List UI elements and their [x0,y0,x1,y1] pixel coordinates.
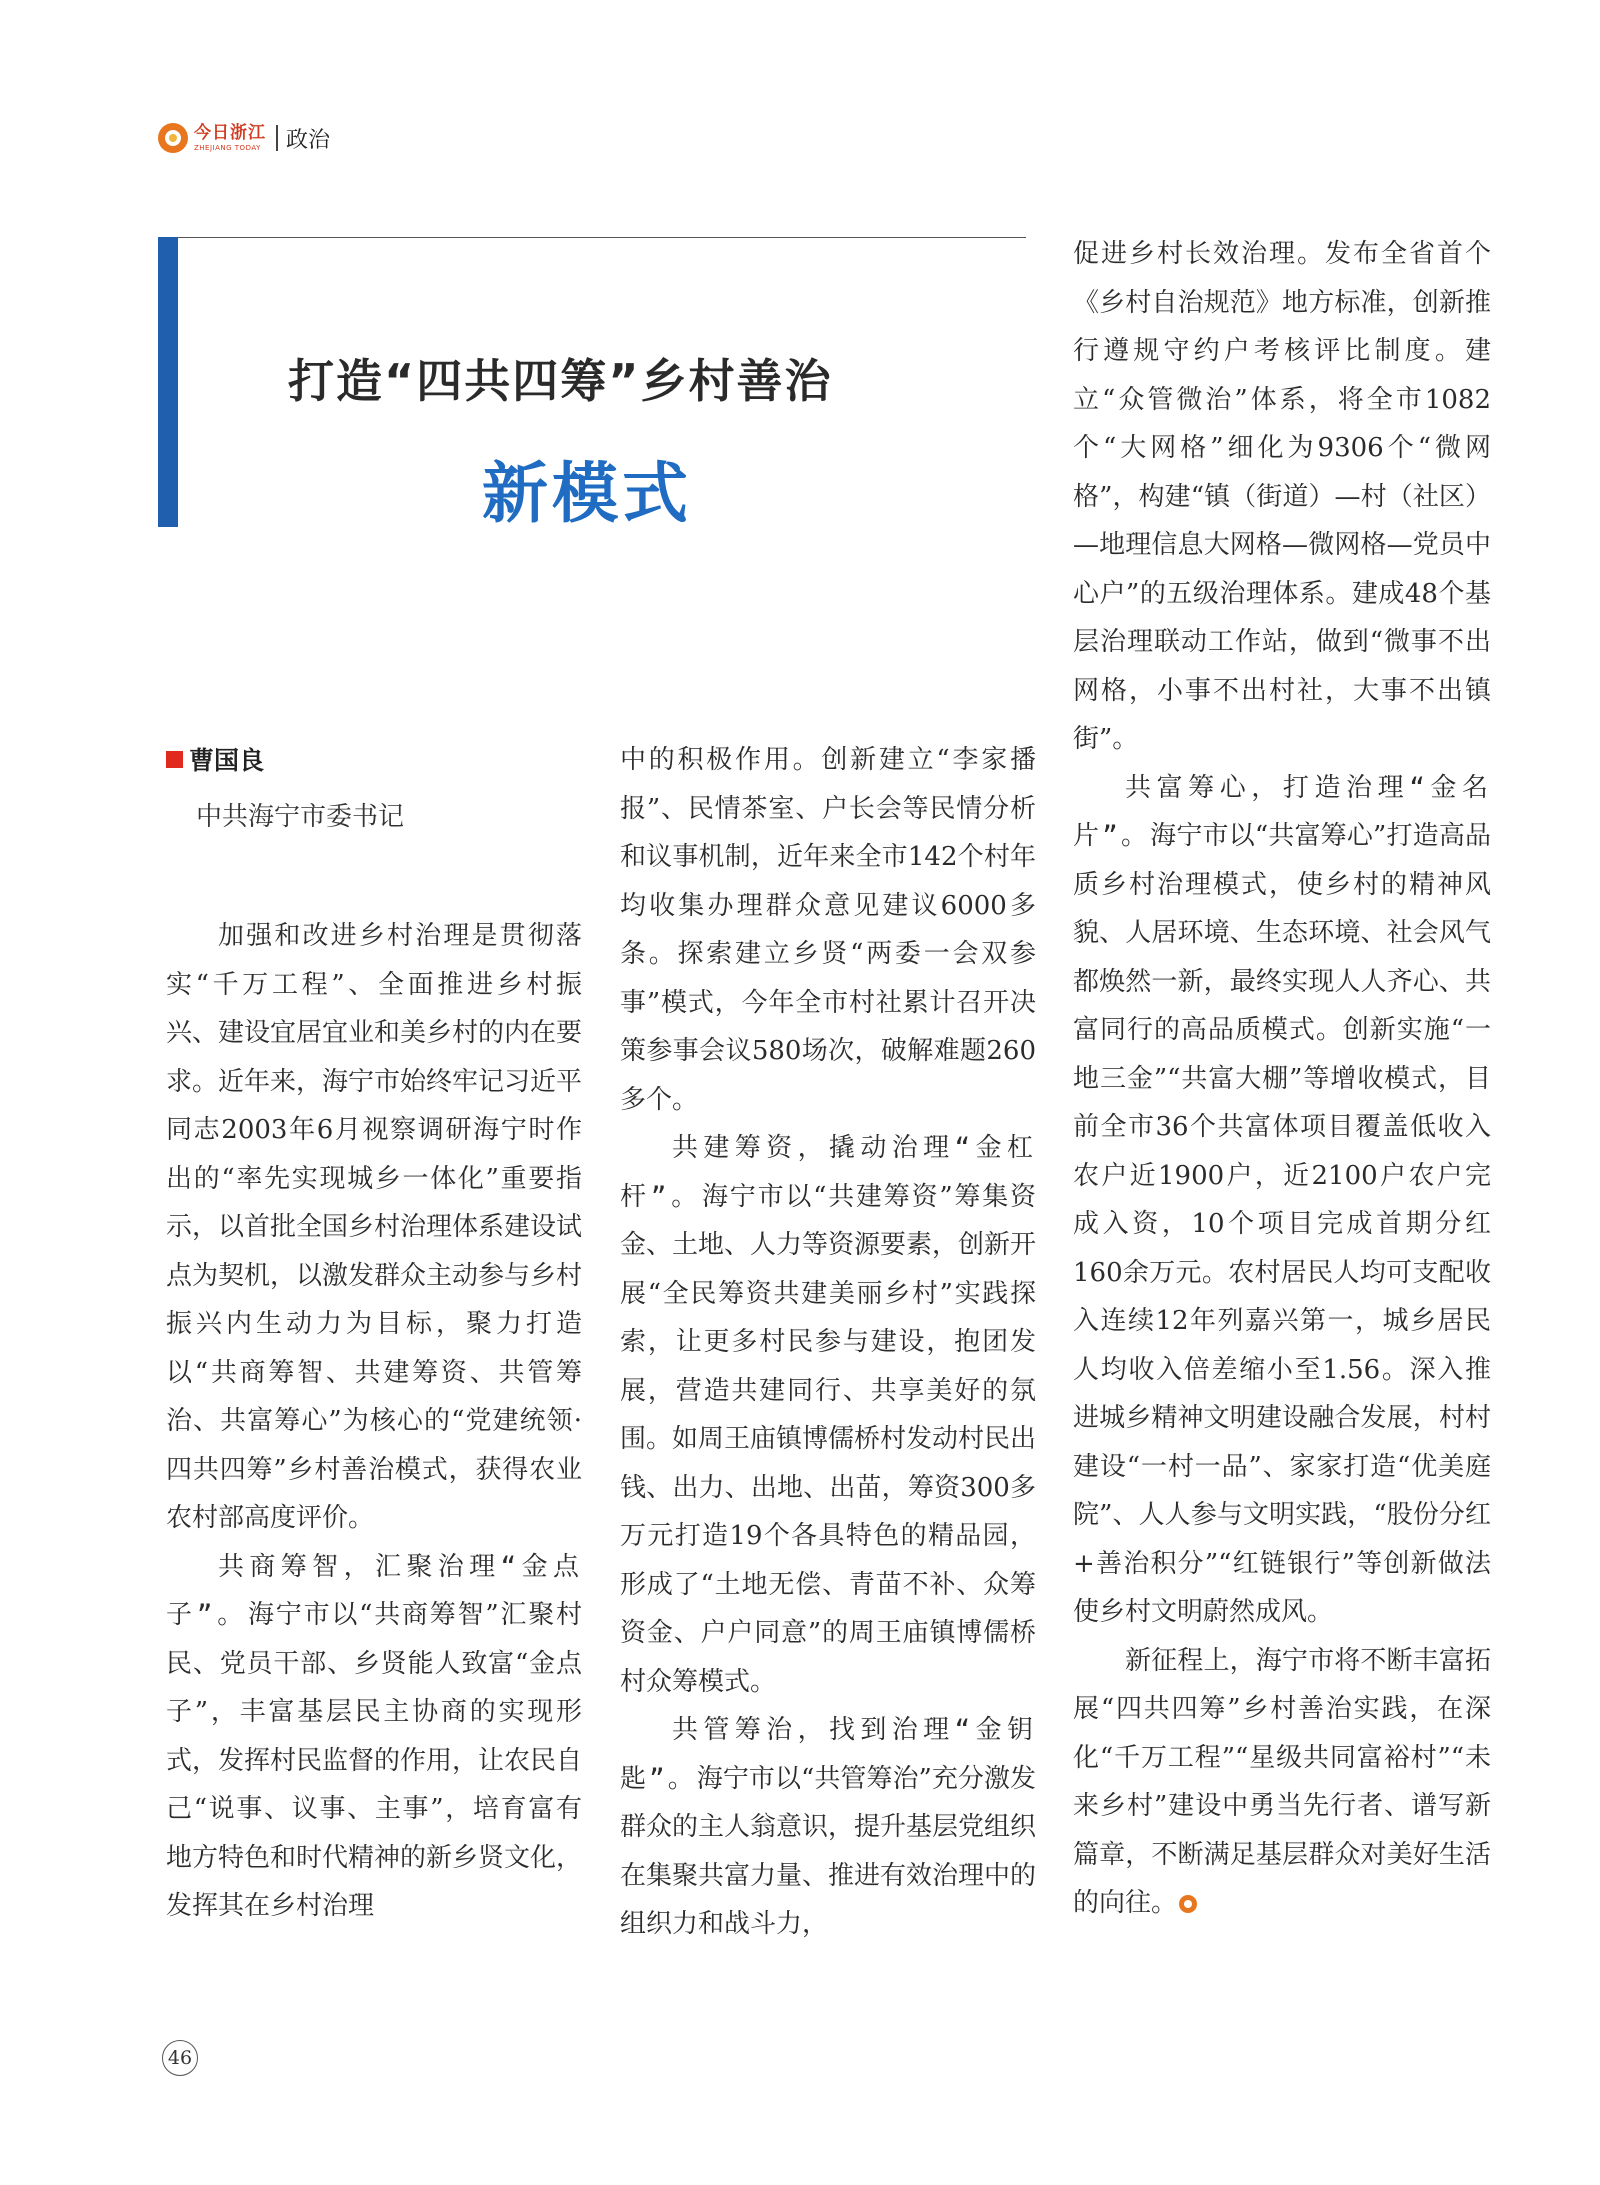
logo-icon [158,123,188,153]
title-line-1: 打造“四共四筹”乡村善治 [288,354,833,408]
logo-en: ZHEJIANG TODAY [194,143,261,152]
paragraph-gongguan-body: 海宁市以“共管筹治”充分激发群众的主人翁意识，提升基层党组织在集聚共富力量、推进有效治理中的组织力和战斗力， [620,1763,1037,1939]
paragraph-intro: 加强和改进乡村治理是贯彻落实“千万工程”、全面推进乡村振兴、建设宜居宜业和美乡村的内在要求。近年来，海宁市始终牢记习近平同志2003年6月视察调研海宁时作出的“率先实现城乡一体化”重要指示，以首批全国乡村治理体系建设试点为契机，以激发群众主动参与乡村振兴内生动力为目标，聚力打造以“共商筹智、共建筹资、共管筹治、共富筹心”为核心的“党建统领·四共四筹”乡村善治模式，获得农业农村部高度评价。 [166,921,583,1533]
paragraph-gongshang-continued: 中的积极作用。创新建立“李家播报”、民情茶室、户长会等民情分析和议事机制，近年来全市142个村年均收集办理群众意见建议6000多条。探索建立乡贤“两委一会双参事”模式，今年全市村社累计召开决策参事会议580场次，破解难题260多个。 [620,745,1036,1115]
title-line-2: 新模式 [482,455,692,532]
paragraph-gongguan-continued: 促进乡村长效治理。发布全省首个《乡村自治规范》地方标准，创新推行遵规守约户考核评比制度。建立“众管微治”体系，将全市1082个“大网格”细化为9306个“微网格”，构建“镇（街道）—村（社区）—地理信息大网格—微网格—党员中心户”的五级治理体系。建成48个基层治理联动工作站，做到“微事不出网格，小事不出村社，大事不出镇街”。 [1073,239,1491,754]
paragraph-conclusion-text: 新征程上，海宁市将不断丰富拓展“四共四筹”乡村善治实践，在深化“千万工程”“星级共同富裕村”“未来乡村”建设中勇当先行者、谱写新篇章，不断满足基层群众对美好生活的向往。 [1073,1645,1491,1918]
paragraph-gongshang [166,1543,582,1931]
paragraph-conclusion [1073,1637,1491,1928]
logo [194,122,266,152]
paragraph-gongfu [1073,764,1491,1637]
paragraph-gongshang-body: 海宁市以“共商筹智”汇聚村民、党员干部、乡贤能人致富“金点子”，丰富基层民主协商的实现形式，发挥村民监督的作用，让农民自己“说事、议事、主事”，培育富有地方特色和时代精神的新乡贤文化，发挥其在乡村治理 [166,1600,583,1921]
author-byline [166,742,264,776]
author-marker-icon [166,751,183,768]
top-rule [158,237,1026,238]
article-column-2 [620,736,1036,1949]
subheading-gongguan: 共管筹治，找到治理“金钥匙”。 [620,1715,1036,1794]
subheading-gongfu: 共富筹心，打造治理“金名片”。 [1073,772,1491,851]
masthead [158,118,330,158]
paragraph-gongjian-body: 海宁市以“共建筹资”筹集资金、土地、人力等资源要素，创新开展“全民筹资共建美丽乡村”实践探索，让更多村民参与建设，抱团发展，营造共建同行、共享美好的氛围。如周王庙镇博儒桥村发动村民出钱、出力、出地、出苗，筹资300多万元打造19个各具特色的精品园，形成了“土地无偿、青苗不补、众筹资金、户户同意”的周王庙镇博儒桥村众筹模式。 [620,1181,1037,1697]
paragraph-gongguan [620,1706,1036,1949]
end-mark-icon [1179,1895,1197,1913]
subheading-gongshang: 共商筹智，汇聚治理“金点子”。 [166,1551,582,1630]
header-divider [276,125,278,151]
logo-cn: 今日浙江 [194,122,266,143]
paragraph-gongfu-body: 海宁市以“共富筹心”打造高品质乡村治理模式，使乡村的精神风貌、人居环境、生态环境、社会风气都焕然一新，最终实现人人齐心、共富同行的高品质模式。创新实施“一地三金”“共富大棚”等增收模式，目前全市36个共富体项目覆盖低收入农户近1900户，近2100户农户完成入资，10个项目完成首期分红160余万元。农村居民人均可支配收入连续12年列嘉兴第一，城乡居民人均收入倍差缩小至1.56。深入推进城乡精神文明建设融合发展，村村建设“一村一品”、家家打造“优美庭院”、人人参与文明实践，“股份分红+善治积分”“红链银行”等创新做法使乡村文明蔚然成风。 [1073,821,1491,1627]
author-name: 曹国良 [189,746,265,775]
title-accent-bar [158,237,178,527]
subheading-gongjian: 共建筹资，撬动治理“金杠杆”。 [620,1133,1036,1212]
section-name: 政治 [286,127,331,153]
page-number: 46 [162,2040,198,2076]
article-column-1 [166,912,582,1931]
article-column-3 [1073,230,1491,1928]
paragraph-gongjian [620,1124,1036,1706]
author-role: 中共海宁市委书记 [196,802,405,832]
